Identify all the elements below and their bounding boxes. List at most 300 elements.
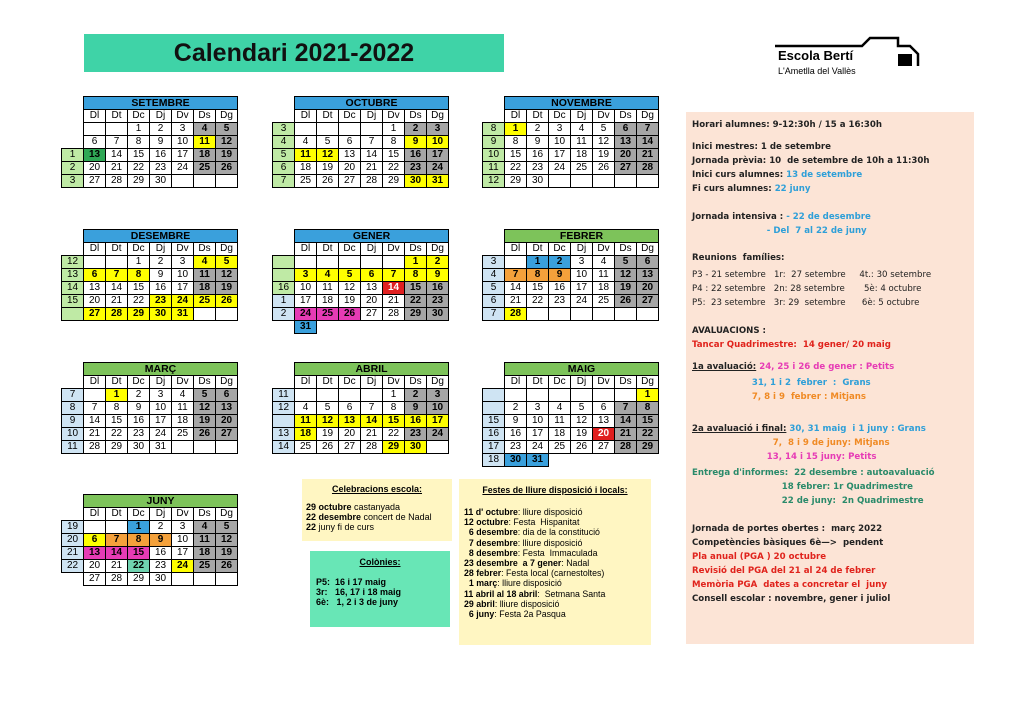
day-cell <box>194 175 216 188</box>
day-cell: 3 <box>172 256 194 269</box>
day-cell <box>317 256 339 269</box>
day-cell <box>84 256 106 269</box>
day-cell: 26 <box>216 162 238 175</box>
info-line: 7, 8 i 9 de juny: Mitjans <box>692 438 890 448</box>
weekday-label: Dv <box>593 376 615 389</box>
day-cell: 28 <box>383 308 405 321</box>
day-cell: 18 <box>571 149 593 162</box>
week-number: 4 <box>273 136 295 149</box>
day-cell: 2 <box>405 123 427 136</box>
day-cell: 24 <box>571 295 593 308</box>
day-cell: 10 <box>571 269 593 282</box>
day-cell: 28 <box>106 573 128 586</box>
week-number <box>62 136 84 149</box>
weekday-label: Dl <box>505 110 527 123</box>
day-cell: 27 <box>593 441 615 454</box>
note-line: 29 abril: lliure disposició <box>464 598 560 609</box>
weekday-label: Dv <box>593 243 615 256</box>
weekday-label: Dt <box>317 110 339 123</box>
day-cell: 9 <box>150 269 172 282</box>
note-line: 12 octubre: Festa Hispanitat <box>464 517 580 528</box>
day-cell: 24 <box>427 428 449 441</box>
day-cell: 13 <box>593 415 615 428</box>
month-calendar-gener <box>272 229 449 334</box>
month-title: MAIG <box>505 363 659 376</box>
day-cell <box>295 389 317 402</box>
week-number: 17 <box>483 441 505 454</box>
day-cell: 7 <box>106 269 128 282</box>
weekday-label: Dt <box>317 243 339 256</box>
day-cell: 21 <box>106 162 128 175</box>
day-cell: 23 <box>150 295 172 308</box>
weekday-label: Dg <box>637 110 659 123</box>
day-cell <box>527 308 549 321</box>
info-line: Pla anual (PGA ) 20 octubre <box>692 552 827 562</box>
day-cell: 20 <box>84 295 106 308</box>
day-cell: 15 <box>128 282 150 295</box>
day-cell: 27 <box>637 295 659 308</box>
day-cell: 23 <box>405 162 427 175</box>
day-cell: 30 <box>427 308 449 321</box>
day-cell: 31 <box>172 308 194 321</box>
day-cell: 30 <box>128 441 150 454</box>
day-cell: 15 <box>637 415 659 428</box>
note-line: 29 octubre castanyada <box>306 502 401 512</box>
note-line: 6 juny: Festa 2a Pasqua <box>464 609 566 620</box>
month-calendar-maig <box>482 362 659 467</box>
day-cell: 21 <box>361 162 383 175</box>
info-line: 2a avaluació i final: 30, 31 maig i 1 juny : Grans <box>692 424 926 434</box>
day-cell: 23 <box>150 162 172 175</box>
info-line: Inici curs alumnes: 13 de setembre <box>692 170 863 180</box>
day-cell: 30 <box>405 175 427 188</box>
day-cell <box>505 256 527 269</box>
day-cell: 6 <box>339 136 361 149</box>
day-cell: 25 <box>194 560 216 573</box>
month-calendar-febrer <box>482 229 659 321</box>
day-cell: 22 <box>637 428 659 441</box>
day-cell <box>339 123 361 136</box>
day-cell: 7 <box>361 136 383 149</box>
day-cell: 18 <box>194 547 216 560</box>
note-line: 7 desembre: lliure disposició <box>464 537 583 548</box>
month-calendar-juny <box>61 494 238 586</box>
day-cell: 1 <box>527 256 549 269</box>
day-cell: 11 <box>194 136 216 149</box>
colonies-list <box>316 577 450 607</box>
day-cell: 6 <box>615 123 637 136</box>
note-line: 3r: 16, 17 i 18 maig <box>316 587 402 597</box>
weekday-label: Ds <box>405 243 427 256</box>
weekday-label: Dc <box>128 376 150 389</box>
note-line: 8 desembre: Festa Immaculada <box>464 547 598 558</box>
day-cell: 29 <box>383 441 405 454</box>
day-cell: 21 <box>505 295 527 308</box>
day-cell: 22 <box>527 295 549 308</box>
day-cell: 2 <box>527 123 549 136</box>
day-cell: 3 <box>571 256 593 269</box>
month-calendar-març <box>61 362 238 454</box>
day-cell: 20 <box>615 149 637 162</box>
day-cell <box>317 389 339 402</box>
day-cell: 30 <box>505 454 527 467</box>
day-cell: 19 <box>571 428 593 441</box>
day-cell: 31 <box>295 321 317 334</box>
day-cell: 15 <box>128 547 150 560</box>
weekday-label: Ds <box>194 110 216 123</box>
day-cell <box>571 175 593 188</box>
weekday-label: Dc <box>128 110 150 123</box>
weekday-label: Dl <box>295 243 317 256</box>
weekday-label: Dg <box>427 110 449 123</box>
weekday-label: Dv <box>383 243 405 256</box>
day-cell: 27 <box>84 175 106 188</box>
day-cell: 18 <box>295 162 317 175</box>
day-cell: 7 <box>106 136 128 149</box>
week-number: 2 <box>62 162 84 175</box>
day-cell: 12 <box>216 534 238 547</box>
day-cell: 9 <box>427 269 449 282</box>
day-cell: 4 <box>194 123 216 136</box>
day-cell: 1 <box>128 521 150 534</box>
day-cell: 2 <box>405 389 427 402</box>
weekday-label: Dv <box>172 376 194 389</box>
day-cell <box>549 389 571 402</box>
day-cell: 2 <box>150 521 172 534</box>
weekday-label: Dj <box>361 243 383 256</box>
day-cell: 20 <box>361 295 383 308</box>
day-cell: 11 <box>295 149 317 162</box>
day-cell: 15 <box>128 149 150 162</box>
day-cell <box>361 389 383 402</box>
day-cell: 3 <box>172 123 194 136</box>
month-title: MARÇ <box>84 363 238 376</box>
day-cell: 3 <box>527 402 549 415</box>
day-cell: 9 <box>405 402 427 415</box>
day-cell: 4 <box>295 136 317 149</box>
day-cell: 13 <box>615 136 637 149</box>
day-cell: 29 <box>106 441 128 454</box>
weekday-label: Dc <box>339 376 361 389</box>
day-cell: 18 <box>549 428 571 441</box>
day-cell: 21 <box>615 428 637 441</box>
note-line: 11 abril al 18 abril: Setmana Santa <box>464 588 606 599</box>
weekday-label: Ds <box>194 508 216 521</box>
weekday-label: Dj <box>571 110 593 123</box>
info-line: P5: 23 setembre 3r: 29 setembre 6è: 5 octubre <box>692 298 920 308</box>
day-cell: 30 <box>150 175 172 188</box>
day-cell: 13 <box>84 547 106 560</box>
day-cell: 27 <box>361 308 383 321</box>
weekday-label: Dt <box>317 376 339 389</box>
day-cell: 7 <box>84 402 106 415</box>
day-cell: 26 <box>593 162 615 175</box>
day-cell <box>571 389 593 402</box>
info-line: Reunions famílies: <box>692 253 785 263</box>
day-cell: 5 <box>593 123 615 136</box>
day-cell: 21 <box>106 560 128 573</box>
day-cell: 3 <box>427 389 449 402</box>
page-title: Calendari 2021-2022 <box>84 34 504 72</box>
day-cell: 19 <box>216 282 238 295</box>
day-cell: 17 <box>427 149 449 162</box>
day-cell: 30 <box>527 175 549 188</box>
note-line: 22 juny fi de curs <box>306 522 375 532</box>
day-cell: 8 <box>128 136 150 149</box>
day-cell: 12 <box>339 282 361 295</box>
day-cell: 8 <box>106 402 128 415</box>
day-cell: 24 <box>527 441 549 454</box>
week-number <box>62 123 84 136</box>
weekday-label: Dc <box>339 110 361 123</box>
week-number <box>273 415 295 428</box>
day-cell: 14 <box>615 415 637 428</box>
day-cell: 5 <box>216 521 238 534</box>
day-cell: 12 <box>216 269 238 282</box>
day-cell <box>106 521 128 534</box>
day-cell: 5 <box>571 402 593 415</box>
day-cell <box>216 175 238 188</box>
day-cell: 27 <box>84 308 106 321</box>
weekday-label: Dj <box>150 508 172 521</box>
weekday-label: Dl <box>84 376 106 389</box>
day-cell: 14 <box>637 136 659 149</box>
week-number: 12 <box>273 402 295 415</box>
day-cell <box>593 308 615 321</box>
day-cell: 10 <box>549 136 571 149</box>
day-cell: 27 <box>339 175 361 188</box>
day-cell: 1 <box>128 256 150 269</box>
day-cell: 5 <box>194 389 216 402</box>
day-cell: 23 <box>505 441 527 454</box>
day-cell: 21 <box>383 295 405 308</box>
day-cell: 25 <box>593 295 615 308</box>
day-cell <box>593 175 615 188</box>
day-cell: 3 <box>172 521 194 534</box>
day-cell: 26 <box>194 428 216 441</box>
week-number: 14 <box>273 441 295 454</box>
day-cell: 11 <box>194 269 216 282</box>
day-cell: 24 <box>172 162 194 175</box>
info-line: 31, 1 i 2 febrer : Grans <box>692 378 871 388</box>
day-cell: 3 <box>150 389 172 402</box>
day-cell <box>615 175 637 188</box>
weekday-label: Dg <box>216 508 238 521</box>
day-cell: 12 <box>216 136 238 149</box>
note-line: 6 desembre: dia de la constitució <box>464 527 600 538</box>
day-cell: 18 <box>317 295 339 308</box>
week-number: 3 <box>483 256 505 269</box>
day-cell <box>383 256 405 269</box>
day-cell: 26 <box>339 308 361 321</box>
info-line: 18 febrer: 1r Quadrimestre <box>692 482 913 492</box>
day-cell: 25 <box>317 308 339 321</box>
month-title: JUNY <box>84 495 238 508</box>
day-cell: 27 <box>339 441 361 454</box>
day-cell: 24 <box>427 162 449 175</box>
info-line: Fi curs alumnes: 22 juny <box>692 184 811 194</box>
week-number: 21 <box>62 547 84 560</box>
day-cell <box>84 123 106 136</box>
day-cell: 10 <box>527 415 549 428</box>
day-cell: 15 <box>383 149 405 162</box>
week-number: 20 <box>62 534 84 547</box>
day-cell: 10 <box>295 282 317 295</box>
day-cell <box>172 573 194 586</box>
day-cell: 5 <box>615 256 637 269</box>
info-line: Jornada intensiva : - 22 de desembre <box>692 212 871 222</box>
day-cell: 17 <box>295 295 317 308</box>
week-number: 8 <box>62 402 84 415</box>
day-cell: 4 <box>317 269 339 282</box>
week-number: 7 <box>62 389 84 402</box>
day-cell: 25 <box>549 441 571 454</box>
day-cell: 15 <box>383 415 405 428</box>
week-number: 1 <box>273 295 295 308</box>
day-cell: 1 <box>128 123 150 136</box>
weekday-label: Dc <box>549 110 571 123</box>
week-number: 9 <box>483 136 505 149</box>
info-line: Entrega d'informes: 22 desembre : autoavaluació <box>692 468 935 478</box>
day-cell: 5 <box>216 123 238 136</box>
day-cell: 28 <box>106 308 128 321</box>
day-cell: 2 <box>150 123 172 136</box>
day-cell: 26 <box>615 295 637 308</box>
day-cell: 9 <box>150 534 172 547</box>
weekday-label: Dt <box>106 110 128 123</box>
day-cell: 18 <box>194 149 216 162</box>
day-cell: 22 <box>106 428 128 441</box>
week-number: 15 <box>62 295 84 308</box>
weekday-label: Dj <box>361 110 383 123</box>
month-title: DESEMBRE <box>84 230 238 243</box>
day-cell: 24 <box>172 560 194 573</box>
info-line: 13, 14 i 15 juny: Petits <box>692 452 877 462</box>
day-cell: 13 <box>84 282 106 295</box>
day-cell: 10 <box>172 534 194 547</box>
day-cell <box>216 308 238 321</box>
day-cell <box>361 256 383 269</box>
info-line: Competències bàsiques 6è—> pendent <box>692 538 884 548</box>
day-cell: 16 <box>505 428 527 441</box>
weekday-label: Ds <box>194 243 216 256</box>
week-number <box>273 269 295 282</box>
day-cell <box>549 175 571 188</box>
day-cell: 14 <box>505 282 527 295</box>
day-cell: 11 <box>549 415 571 428</box>
day-cell <box>84 389 106 402</box>
day-cell: 25 <box>295 175 317 188</box>
weekday-label: Dj <box>150 110 172 123</box>
day-cell <box>571 308 593 321</box>
school-logo <box>770 34 920 84</box>
week-number: 4 <box>483 269 505 282</box>
day-cell: 3 <box>427 123 449 136</box>
day-cell: 12 <box>571 415 593 428</box>
weekday-label: Dl <box>84 508 106 521</box>
month-title: NOVEMBRE <box>505 97 659 110</box>
day-cell: 15 <box>106 415 128 428</box>
day-cell: 5 <box>317 402 339 415</box>
day-cell: 19 <box>194 415 216 428</box>
celebrations-title: Celebracions escola: <box>331 484 423 494</box>
day-cell: 26 <box>216 295 238 308</box>
day-cell: 27 <box>84 573 106 586</box>
day-cell: 17 <box>427 415 449 428</box>
week-number: 10 <box>62 428 84 441</box>
week-number: 12 <box>483 175 505 188</box>
weekday-label: Dc <box>549 376 571 389</box>
day-cell: 6 <box>361 269 383 282</box>
info-line: Tancar Quadrimestre: 14 gener/ 20 maig <box>692 340 891 350</box>
day-cell <box>172 441 194 454</box>
week-number: 2 <box>273 308 295 321</box>
day-cell: 12 <box>615 269 637 282</box>
day-cell <box>106 256 128 269</box>
day-cell: 6 <box>339 402 361 415</box>
weekday-label: Dl <box>505 243 527 256</box>
day-cell: 2 <box>505 402 527 415</box>
week-number: 9 <box>62 415 84 428</box>
day-cell: 4 <box>549 402 571 415</box>
weekday-label: Dc <box>128 243 150 256</box>
info-line: Revisió del PGA del 21 al 24 de febrer <box>692 566 876 576</box>
day-cell: 9 <box>150 136 172 149</box>
day-cell: 26 <box>216 560 238 573</box>
day-cell: 29 <box>383 175 405 188</box>
celebrations-list <box>306 502 452 532</box>
day-cell: 3 <box>549 123 571 136</box>
day-cell: 6 <box>84 269 106 282</box>
day-cell <box>361 123 383 136</box>
day-cell: 7 <box>383 269 405 282</box>
day-cell: 20 <box>339 428 361 441</box>
month-calendar-setembre <box>61 96 238 188</box>
day-cell: 25 <box>295 441 317 454</box>
day-cell: 15 <box>505 149 527 162</box>
weekday-label: Dg <box>427 243 449 256</box>
weekday-label: Dt <box>106 508 128 521</box>
day-cell: 7 <box>106 534 128 547</box>
info-line: 1a avaluació: 24, 25 i 26 de gener : Petits <box>692 362 895 372</box>
day-cell: 8 <box>527 269 549 282</box>
day-cell: 24 <box>150 428 172 441</box>
day-cell: 14 <box>361 149 383 162</box>
weekday-label: Dt <box>527 243 549 256</box>
weekday-label: Ds <box>405 110 427 123</box>
day-cell: 20 <box>84 162 106 175</box>
week-number <box>273 256 295 269</box>
day-cell: 20 <box>637 282 659 295</box>
day-cell: 6 <box>637 256 659 269</box>
day-cell: 8 <box>383 136 405 149</box>
day-cell: 14 <box>106 149 128 162</box>
week-number <box>483 389 505 402</box>
weekday-label: Ds <box>405 376 427 389</box>
week-number: 5 <box>483 282 505 295</box>
week-number: 11 <box>62 441 84 454</box>
colonies-title: Colònies: <box>359 557 401 567</box>
day-cell <box>172 175 194 188</box>
day-cell: 11 <box>172 402 194 415</box>
day-cell <box>194 573 216 586</box>
day-cell: 13 <box>339 415 361 428</box>
day-cell: 4 <box>194 521 216 534</box>
day-cell: 28 <box>84 441 106 454</box>
day-cell: 20 <box>339 162 361 175</box>
day-cell: 31 <box>427 175 449 188</box>
info-line: AVALUACIONS : <box>692 326 766 336</box>
